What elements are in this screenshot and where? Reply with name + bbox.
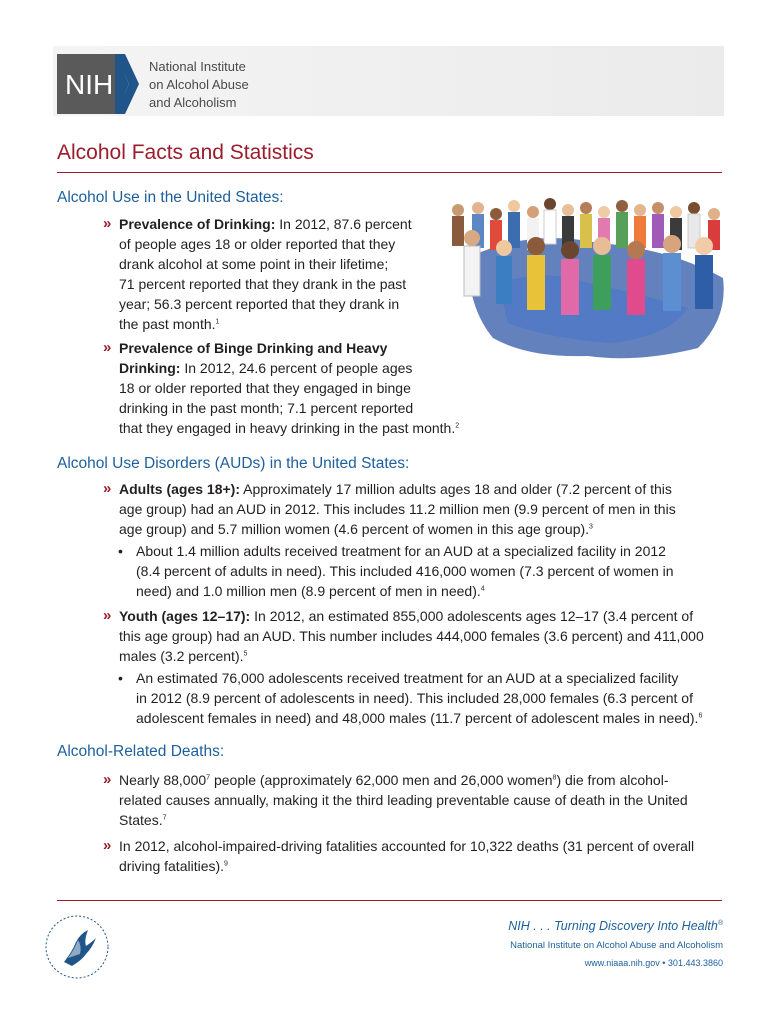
footnote-ref[interactable]: 9	[224, 860, 228, 868]
double-chevron-right-icon: »	[103, 837, 112, 854]
footnote-ref[interactable]: 2	[455, 422, 460, 430]
item-text: the past month.	[119, 316, 216, 332]
double-chevron-right-icon: »	[103, 771, 112, 788]
footnote-ref[interactable]: 5	[243, 650, 248, 658]
item-label: Drinking:	[119, 360, 181, 376]
double-chevron-right-icon: »	[103, 607, 112, 624]
nih-logo[interactable]	[57, 54, 147, 114]
item-text: need) and 1.0 million men (8.9 percent of men in need).	[136, 583, 481, 599]
item-text: States.	[119, 812, 163, 828]
item-text: Nearly 88,000	[119, 772, 207, 788]
item-text: An estimated 76,000 adolescents received treatment for an AUD at a specialized facility	[136, 670, 679, 686]
footnote-ref[interactable]: 8	[552, 774, 557, 782]
org-name-line: on Alcohol Abuse	[149, 77, 249, 92]
item-text: In 2012, an estimated 855,000 adolescents ages 12–17 (3.4 percent of	[250, 608, 694, 624]
double-chevron-right-icon: »	[103, 215, 112, 232]
tagline-text: NIH . . . Turning Discovery Into Health	[508, 919, 718, 933]
item-text: (8.4 percent of adults in need). This included 416,000 women (7.3 percent of women in	[136, 563, 674, 579]
footnote-ref[interactable]: 3	[589, 523, 593, 531]
list-item-deaths	[119, 770, 729, 830]
title-divider	[57, 172, 722, 173]
page-title: Alcohol Facts and Statistics	[57, 141, 314, 164]
sub-item-adults-treatment	[136, 541, 726, 601]
item-text: driving fatalities).	[119, 858, 225, 874]
item-text: in 2012 (8.9 percent of adolescents in need). This included 28,000 females (6.3 percent of	[136, 690, 693, 706]
crowd-photo	[438, 188, 734, 363]
item-text: males (3.2 percent).	[119, 648, 244, 664]
org-name-line: National Institute	[149, 59, 246, 74]
item-label: Prevalence of Binge Drinking and Heavy	[119, 340, 388, 356]
nih-logo-text: NIH	[65, 69, 114, 100]
hhs-eagle-seal-icon	[42, 912, 112, 982]
list-item-prevalence	[119, 214, 439, 334]
double-chevron-right-icon: »	[103, 480, 112, 497]
footer-tagline	[508, 919, 723, 933]
item-text: drank alcohol at some point in their lifetime;	[119, 256, 389, 272]
item-text: 18 or older reported that they engaged in binge	[119, 380, 411, 396]
item-text: In 2012, 87.6 percent	[275, 216, 412, 232]
footnote-ref[interactable]: 1	[215, 318, 220, 326]
footnote-ref[interactable]: 7	[162, 814, 167, 822]
item-text: age group) had an AUD in 2012. This includes 11.2 million men (9.9 percent of men in this	[119, 501, 676, 517]
section-heading-deaths: Alcohol-Related Deaths:	[57, 743, 225, 760]
section-heading-aud: Alcohol Use Disorders (AUDs) in the United States:	[57, 455, 410, 472]
item-text: adolescent females in need) and 48,000 males (11.7 percent of adolescent males in need).	[136, 710, 699, 726]
list-item-adults	[119, 479, 729, 539]
item-text: of people ages 18 or older reported that they	[119, 236, 396, 252]
footer-contact[interactable]: www.niaaa.nih.gov • 301.443.3860	[584, 958, 723, 968]
item-text: 71 percent reported that they drank in the past	[119, 276, 407, 292]
org-name	[149, 58, 249, 112]
item-text: year; 56.3 percent reported that they drank in	[119, 296, 400, 312]
item-text: In 2012, alcohol-impaired-driving fatalities accounted for 10,322 deaths (31 percent of overall	[119, 838, 695, 854]
item-text: Approximately 17 million adults ages 18 and older (7.2 percent of this	[239, 481, 672, 497]
item-text: people (approximately 62,000 men and 26,000 women	[210, 772, 553, 788]
item-text: that they engaged in heavy drinking in the past month.	[119, 420, 456, 436]
item-text: About 1.4 million adults received treatment for an AUD at a specialized facility in 2012	[136, 543, 666, 559]
item-text: In 2012, 24.6 percent of people ages	[180, 360, 413, 376]
section-heading-use: Alcohol Use in the United States:	[57, 189, 284, 206]
item-text: age group) and 5.7 million women (4.6 percent of women in this age group).	[119, 521, 590, 537]
org-name-line: and Alcoholism	[149, 95, 237, 110]
item-text: drinking in the past month; 7.1 percent reported	[119, 400, 414, 416]
item-text: related causes annually, making it the third leading preventable cause of death in the United	[119, 792, 688, 808]
item-label: Prevalence of Drinking:	[119, 216, 276, 232]
item-text: this age group) had an AUD. This number includes 444,000 females (3.6 percent) and 411,000	[119, 628, 704, 644]
double-chevron-right-icon: »	[103, 339, 112, 356]
item-text: ) die from alcohol-	[556, 772, 669, 788]
footer-divider	[57, 900, 722, 901]
sub-item-youth-treatment	[136, 668, 726, 728]
bullet-dot: •	[118, 670, 123, 686]
list-item-binge	[119, 338, 489, 438]
list-item-driving	[119, 836, 729, 876]
footnote-ref[interactable]: 7	[206, 774, 211, 782]
item-label: Youth (ages 12–17):	[119, 608, 251, 624]
bullet-dot: •	[118, 543, 123, 559]
registered-mark: ®	[717, 919, 723, 927]
list-item-youth	[119, 606, 729, 666]
item-label: Adults (ages 18+):	[119, 481, 240, 497]
footnote-ref[interactable]: 6	[698, 712, 703, 720]
footnote-ref[interactable]: 4	[480, 585, 485, 593]
footer-org: National Institute on Alcohol Abuse and Alcoholism	[510, 940, 723, 951]
